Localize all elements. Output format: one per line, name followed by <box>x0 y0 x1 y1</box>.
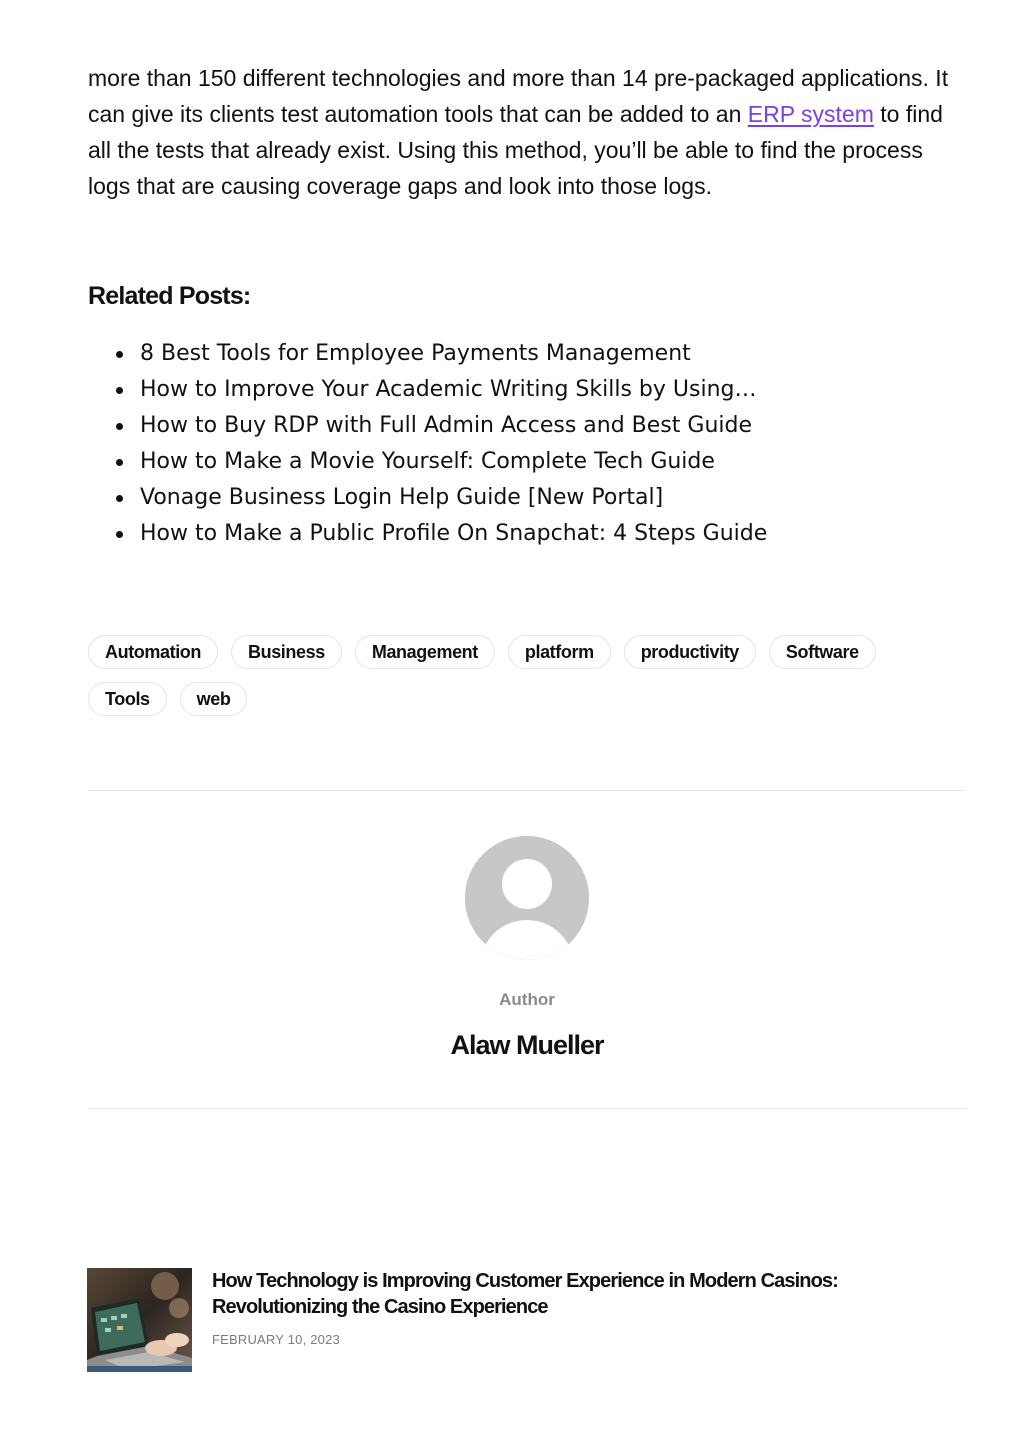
post-thumbnail[interactable] <box>87 1268 192 1372</box>
related-post-item[interactable]: How to Make a Public Profile On Snapchat: 4 Steps Guide <box>140 516 966 552</box>
next-post-date: FEBRUARY 10, 2023 <box>212 1332 340 1347</box>
erp-system-link[interactable]: ERP system <box>747 101 874 127</box>
next-post-title[interactable]: How Technology is Improving Customer Experience in Modern Casinos: Revolutionizing the Casino Experience <box>212 1270 838 1318</box>
related-post-item[interactable]: How to Make a Movie Yourself: Complete Tech Guide <box>140 444 966 480</box>
tag-list <box>88 635 966 716</box>
tag-tools[interactable]: Tools <box>88 682 167 716</box>
divider-top <box>88 790 966 791</box>
laptop-photo-thumbnail <box>87 1268 192 1372</box>
related-posts-heading: Related Posts: <box>88 282 251 310</box>
paragraph-text-2: to find all the tests that already exist. Using this method, you’ll be able to find the process logs that are causing coverage gaps and look into those logs. <box>88 101 943 199</box>
tag-productivity[interactable]: productivity <box>624 635 756 669</box>
tag-management[interactable]: Management <box>355 635 495 669</box>
tag-business[interactable]: Business <box>231 635 342 669</box>
article-body <box>88 60 966 204</box>
paragraph-text-1: more than 150 different technologies and more than 14 pre-packaged applications. It can give its clients test automation tools that can be added to an <box>88 65 949 127</box>
related-post-item[interactable]: How to Improve Your Academic Writing Skills by Using… <box>140 372 966 408</box>
tag-software[interactable]: Software <box>769 635 876 669</box>
author-label: Author <box>499 990 555 1009</box>
article-paragraph <box>88 60 966 204</box>
author-name[interactable]: Alaw Mueller <box>450 1030 604 1060</box>
author-avatar[interactable] <box>465 836 589 960</box>
divider-bottom <box>88 1108 966 1109</box>
tag-web[interactable]: web <box>180 682 248 716</box>
tag-platform[interactable]: platform <box>508 635 611 669</box>
related-post-item[interactable]: Vonage Business Login Help Guide [New Portal] <box>140 480 966 516</box>
related-posts-list <box>88 336 966 552</box>
default-user-avatar-icon <box>465 836 589 960</box>
tag-automation[interactable]: Automation <box>88 635 218 669</box>
related-post-item[interactable]: 8 Best Tools for Employee Payments Management <box>140 336 966 372</box>
related-post-item[interactable]: How to Buy RDP with Full Admin Access and Best Guide <box>140 408 966 444</box>
